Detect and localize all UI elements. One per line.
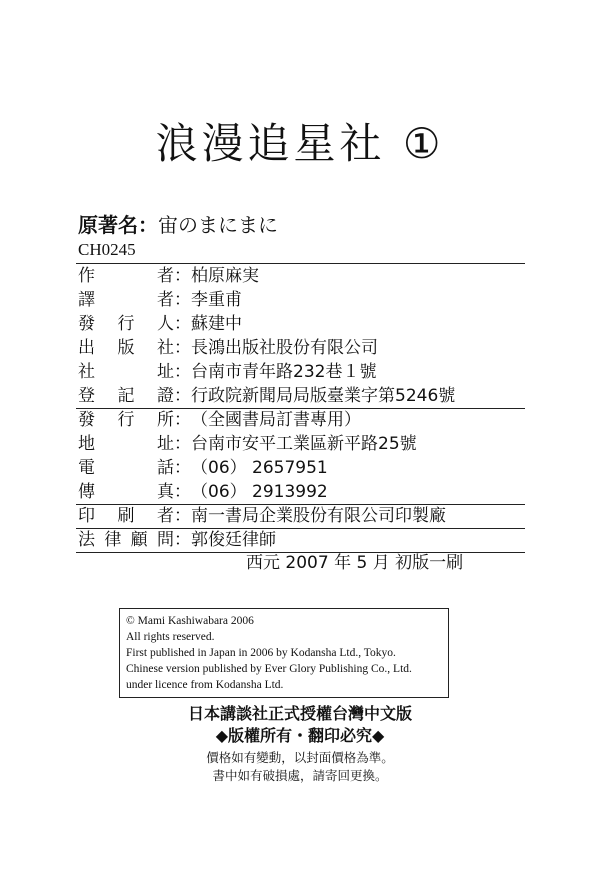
credit-sep: ： — [174, 386, 191, 406]
credit-label: 地址 — [78, 434, 174, 454]
copyright-line: All rights reserved. — [126, 631, 215, 643]
credit-sep: ： — [174, 314, 191, 334]
credit-value: （全國書局訂書專用） — [191, 410, 361, 430]
credit-row — [78, 264, 259, 288]
credit-label: 法律顧問 — [78, 530, 174, 550]
copyright-box — [119, 608, 449, 698]
credit-value: 行政院新聞局局版臺業字第5246號 — [191, 386, 456, 406]
credit-sep: ： — [174, 506, 191, 526]
price-note: 價格如有變動，以封面價格為準。 — [206, 750, 394, 765]
credit-value: 李重甫 — [191, 290, 242, 310]
original-title-label: 原著名： — [78, 213, 158, 237]
credit-sep: ： — [174, 434, 191, 454]
credit-row — [78, 456, 328, 480]
credit-label: 發行所 — [78, 410, 174, 430]
credit-row — [78, 528, 276, 552]
credit-label: 登記證 — [78, 386, 174, 406]
credit-sep: ： — [174, 482, 191, 502]
credit-label: 發行人 — [78, 314, 174, 334]
copyright-line: © Mami Kashiwabara 2006 — [126, 615, 254, 627]
copyright-line: First published in Japan in 2006 by Kodansha Ltd., Tokyo. — [126, 647, 396, 659]
credit-value: 郭俊廷律師 — [191, 530, 276, 550]
authorization-notice: 日本講談社正式授權台灣中文版 — [187, 704, 412, 723]
credit-label: 傳真 — [78, 482, 174, 502]
credit-label: 譯者 — [78, 290, 174, 310]
credit-value: 蘇建中 — [191, 314, 242, 334]
credit-sep: ： — [174, 266, 191, 286]
credit-value: 台南市青年路232巷１號 — [191, 362, 377, 382]
credit-value: 柏原麻実 — [191, 266, 259, 286]
catalog-code: CH0245 — [78, 240, 136, 259]
credit-label: 印刷者 — [78, 506, 174, 526]
rights-notice: ◆版權所有・翻印必究◆ — [215, 726, 385, 745]
original-title — [78, 212, 278, 238]
credit-label: 電話 — [78, 458, 174, 478]
credit-sep: ： — [174, 338, 191, 358]
copyright-line: under licence from Kodansha Ltd. — [126, 679, 284, 691]
credit-row — [78, 408, 361, 432]
credit-value: （06） 2913992 — [191, 482, 328, 502]
credit-row — [78, 504, 446, 528]
credit-value: 南一書局企業股份有限公司印製廠 — [191, 506, 446, 526]
credit-sep: ： — [174, 530, 191, 550]
credit-label: 出版社 — [78, 338, 174, 358]
original-title-value: 宙のまにまに — [158, 213, 278, 237]
credit-row — [78, 432, 417, 456]
credit-label: 作者 — [78, 266, 174, 286]
credit-sep: ： — [174, 410, 191, 430]
credit-value: （06） 2657951 — [191, 458, 328, 478]
credit-sep: ： — [174, 458, 191, 478]
book-title: 浪漫追星社 ① — [155, 119, 445, 168]
damage-note: 書中如有破損處，請寄回更換。 — [212, 768, 388, 783]
credit-label: 社址 — [78, 362, 174, 382]
credit-row — [78, 384, 455, 408]
credit-row — [78, 480, 328, 504]
credit-sep: ： — [174, 362, 191, 382]
credit-row — [78, 288, 242, 312]
credit-value: 長鴻出版社股份有限公司 — [191, 338, 378, 358]
credit-row — [78, 312, 242, 336]
credit-row — [78, 336, 378, 360]
copyright-line: Chinese version published by Ever Glory Publishing Co., Ltd. — [126, 663, 412, 675]
credit-sep: ： — [174, 290, 191, 310]
credit-row — [78, 360, 376, 384]
edition-date: 西元 2007 年 5 月 初版一刷 — [246, 553, 464, 573]
credit-value: 台南市安平工業區新平路25號 — [191, 434, 417, 454]
